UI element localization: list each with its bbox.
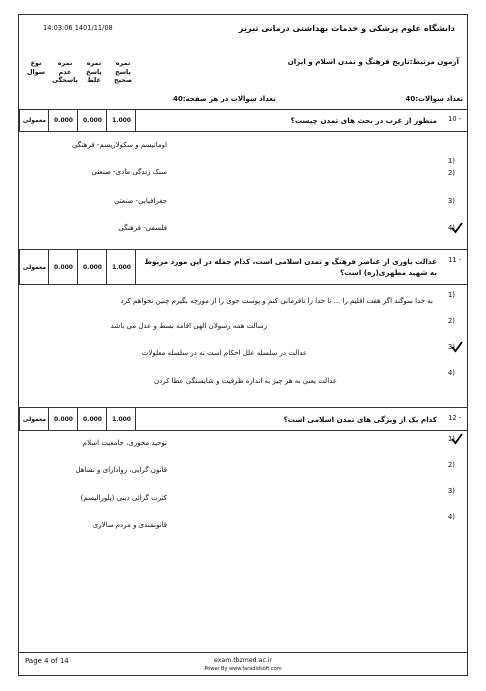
cell-divider xyxy=(135,408,137,430)
option-text: جغرافیایی- صنعتی xyxy=(113,197,167,205)
check-icon xyxy=(451,222,463,234)
question-text: کدام یک از ویژگی های تمدن اسلامی است؟ xyxy=(283,415,437,424)
site-url: exam.tbzmed.ac.ir xyxy=(214,657,272,664)
col-wrong: نمره پاسخ غلط xyxy=(86,59,102,84)
option-text: توحید محوری، جامعیت اسلام xyxy=(82,439,167,447)
questions-per-page: تعداد سوالات در هر صفحه:40 xyxy=(173,95,276,103)
option-number: 1) xyxy=(447,157,455,165)
option-number: 3) xyxy=(447,487,455,495)
question-text: عدالت باوری از عناصر فرهنگ و تمدن اسلامی است، کدام جمله در این مورد مربوط به شهید مطهری(ره) است؟ xyxy=(144,257,437,277)
question-number: 11 - xyxy=(448,256,461,264)
question-text: منظور از غرب در بحث های تمدن چیست؟ xyxy=(290,116,437,125)
col-noanswer: نمره عدم پاسخگی xyxy=(52,59,78,84)
question-type: معمولی xyxy=(19,109,49,131)
col-correct: نمره پاسخ صحیح xyxy=(114,59,132,84)
sheet-header xyxy=(19,15,467,110)
exam-sheet xyxy=(18,14,468,676)
option-text: قانونمندی و مردم سالاری xyxy=(92,521,167,529)
option-number: 4) xyxy=(447,224,455,232)
total-questions: تعداد سوالات:40 xyxy=(405,95,463,103)
option-number: 4) xyxy=(447,513,455,521)
score-wrong: 0.000 xyxy=(77,109,107,131)
question-type: معمولی xyxy=(19,250,49,284)
option-number: 3) xyxy=(447,343,455,351)
score-wrong: 0.000 xyxy=(77,408,107,430)
score-correct: 1.000 xyxy=(106,408,136,430)
option-text: فلسفی- فرهنگی xyxy=(118,224,167,232)
option-text: به خدا سوگند اگر هفت اقلیم را ... تا خدا را نافرمانی کنم و پوست جوی را از مورچه بگیرم چنین نخواهم کرد xyxy=(120,297,433,305)
cell-divider xyxy=(135,250,137,284)
option-text: قانون گرایی، روادارای و تساهل xyxy=(75,466,167,474)
footer-divider xyxy=(19,652,467,653)
score-wrong: 0.000 xyxy=(77,250,107,284)
col-type: نوع سوال xyxy=(26,59,46,76)
option-text: سبک زندگی مادی- صنعتی xyxy=(91,168,167,176)
score-none: 0.000 xyxy=(48,250,78,284)
question-row-11 xyxy=(19,249,467,285)
score-none: 0.000 xyxy=(48,408,78,430)
question-row-10 xyxy=(19,109,467,132)
option-number: 2) xyxy=(447,169,455,177)
option-text: کثرت گرائی دینی (پلورالیسم) xyxy=(80,494,167,502)
option-number: 1) xyxy=(447,435,455,443)
option-number: 3) xyxy=(447,197,455,205)
option-number: 1) xyxy=(447,291,455,299)
option-number: 2) xyxy=(447,317,455,325)
question-row-12 xyxy=(19,407,467,431)
option-text: رسالت همه رسولان الهی اقامه بسط و عدل می باشد xyxy=(110,322,267,330)
score-none: 0.000 xyxy=(48,109,78,131)
powered-by: Power By www.faradidsoft.com xyxy=(204,666,282,672)
option-text: عدالت در سلسله علل احکام است نه در سلسله معلولات xyxy=(141,349,307,357)
score-correct: 1.000 xyxy=(106,250,136,284)
page-number: Page 4 of 14 xyxy=(25,657,69,665)
check-icon xyxy=(451,433,463,445)
print-timestamp: 14:03:06 1401/11/08 xyxy=(43,24,113,32)
option-number: 4) xyxy=(447,369,455,377)
score-correct: 1.000 xyxy=(106,109,136,131)
question-number: 12 - xyxy=(448,414,461,422)
option-text: اومانیسم و سکولاریسم- فرهنگی xyxy=(71,141,167,149)
question-stats xyxy=(23,95,463,107)
question-number: 10 - xyxy=(448,115,461,123)
cell-divider xyxy=(135,109,137,131)
option-number: 2) xyxy=(447,461,455,469)
check-icon xyxy=(451,341,463,353)
exam-title: آزمون مرتبط:تاریخ فرهنگ و تمدن اسلام و ایران xyxy=(287,57,459,66)
question-type: معمولی xyxy=(19,408,49,430)
university-name: دانشگاه علوم پزشکی و خدمات بهداشتی درمانی تبریز xyxy=(238,23,455,33)
option-text: عدالت یعنی به هر چیز به اندازه ظرفیت و شایستگی عطا کردن xyxy=(153,377,337,385)
